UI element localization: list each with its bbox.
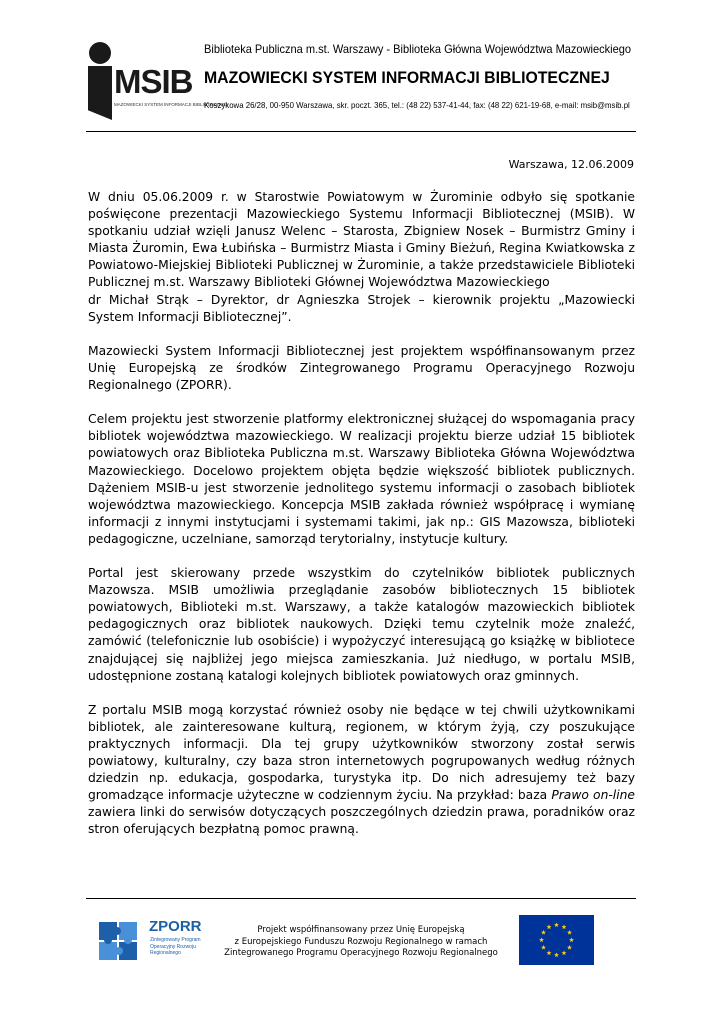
logo-subtitle: MAZOWIECKI SYSTEM INFORMACJI BIBLIOTECZNEJ <box>114 102 228 107</box>
logo-text: MSIB <box>114 63 193 100</box>
paragraph-goal: Celem projektu jest stworzenie platformy elektronicznej służącej do wspomagania pracy bibliotek województwa mazowieckiego. W realizacji projektu bierze udział 15 bibliotek powiatowych oraz Biblioteka Publiczna m.st. Warszawy Biblioteka Główna Województwa Mazowieckiego. Docelowo projektem objęta będzie większość bibliotek publicznych. Dążeniem MSIB-u jest stworzenie jednolitego systemu informacji o zasobach bibliotek województwa mazowieckiego. Koncepcja MSIB zakłada również współpracę i wymianę informacji z innymi instytucjami i systemami takimi, jak np.: GIS Mazowsza, biblioteki pedagogiczne, uczelniane, samorząd terytorialny, instytucje kultury. <box>88 412 635 546</box>
eu-flag-icon <box>519 915 594 965</box>
paragraph-meeting-text: W dniu 05.06.2009 r. w Starostwie Powiatowym w Żurominie odbyło się spotkanie poświęcone prezentacji Mazowieckiego Systemu Informacji Bibliotecznej (MSIB). W spotkaniu udział wzięli Janusz Welenc – Starosta, Zbigniew Nosek – Burmistrz Gminy i Miasta Żuromin, Ewa Łubińska – Burmistrz Miasta i Gminy Bieżuń, Regina Kwiatkowska z Powiatowo-Miejskiej Biblioteki Publicznej w Żurominie, a także przedstawiciele Biblioteki Publicznej m.st. Warszawy Biblioteki Głównej Województwa Mazowieckiego <box>88 190 635 290</box>
letter-body <box>88 189 635 856</box>
footer-divider <box>86 898 636 899</box>
zporr-title: ZPORR <box>149 918 202 935</box>
prawo-online-term: Prawo on-line <box>551 788 635 803</box>
institution-name: Biblioteka Publiczna m.st. Warszawy - Biblioteka Główna Województwa Mazowieckiego <box>204 42 632 56</box>
paragraph-users-text: Z portalu MSIB mogą korzystać również osoby nie będące w tej chwili użytkownikami bibliotek, ale zainteresowane kulturą, regionem, w którym żyją, czy poszukujące praktycznych informacji. Dla tej grupy użytkowników stworzony został serwis powiatowy, kulturalny, czy baza stron internetowych pogrupowanych według różnych dziedzin np. edukacja, gospodarka, turystyka itp. Do nich adresujemy też bazy gromadzące informacje użyteczne w codziennym życiu. Na przykład: baza <box>88 702 635 803</box>
paragraph-users-end: zawiera linki do serwisów dotyczących poszczególnych dziedzin prawa, poradników oraz stron oferujących bezpłatną pomoc prawną. <box>88 805 635 837</box>
contact-details: Koszykowa 26/28, 00-950 Warszawa, skr. poczt. 365, tel.: (48 22) 537-41-44, fax: (48 22) 621-19-68, e-mail: msib@msib.pl <box>204 100 630 110</box>
paragraph-meeting-continued: dr Michał Strąk – Dyrektor, dr Agnieszka Strojek – kierownik projektu „Mazowiecki System Informacji Bibliotecznej”. <box>88 292 635 324</box>
letterhead <box>86 38 646 132</box>
funding-line-3: Zintegrowanego Programu Operacyjnego Rozwoju Regionalnego <box>224 948 498 958</box>
zporr-subtitle: Zintegrowany Program Operacyjny Rozwoju Regionalnego <box>150 937 201 956</box>
system-name: MAZOWIECKI SYSTEM INFORMACJI BIBLIOTECZNEJ <box>204 68 610 87</box>
paragraph-users <box>88 702 635 839</box>
paragraph-funding: Mazowiecki System Informacji Bibliotecznej jest projektem współfinansowanym przez Unię Europejską ze środków Zintegrowanego Programu Operacyjnego Rozwoju Regionalnego (ZPORR). <box>88 343 635 393</box>
paragraph-portal: Portal jest skierowany przede wszystkim do czytelników bibliotek publicznych Mazowsza. MSIB umożliwia przeglądanie zasobów bibliotecznych 15 bibliotek powiatowych, Biblioteki m.st. Warszawy, a także katalogów mazowieckich bibliotek pedagogicznych oraz bibliotek naukowych. Dzięki temu czytelnik może znaleźć, zamówić (telefonicznie lub osobiście) i wypożyczyć interesującą go książkę w bibliotece znajdującej się najbliżej jego miejsca zamieszkania. Już niedługo, w portalu MSIB, udostępnione zostaną katalogi kolejnych bibliotek powiatowych oraz gminnych. <box>88 566 635 683</box>
funding-line-2: z Europejskiego Funduszu Rozwoju Regionalnego w ramach <box>234 936 488 947</box>
funding-notice <box>200 925 522 960</box>
header-divider <box>86 131 636 132</box>
logo-dot-shape <box>89 42 111 64</box>
logo-stem-shape <box>88 66 112 120</box>
zporr-logo <box>97 916 207 966</box>
puzzle-icon <box>97 920 141 964</box>
document-date: Warszawa, 12.06.2009 <box>508 158 634 171</box>
paragraph-meeting <box>88 189 635 292</box>
funding-line-1: Projekt współfinansowany przez Unię Europejską <box>257 925 465 935</box>
msib-logo <box>86 42 228 120</box>
